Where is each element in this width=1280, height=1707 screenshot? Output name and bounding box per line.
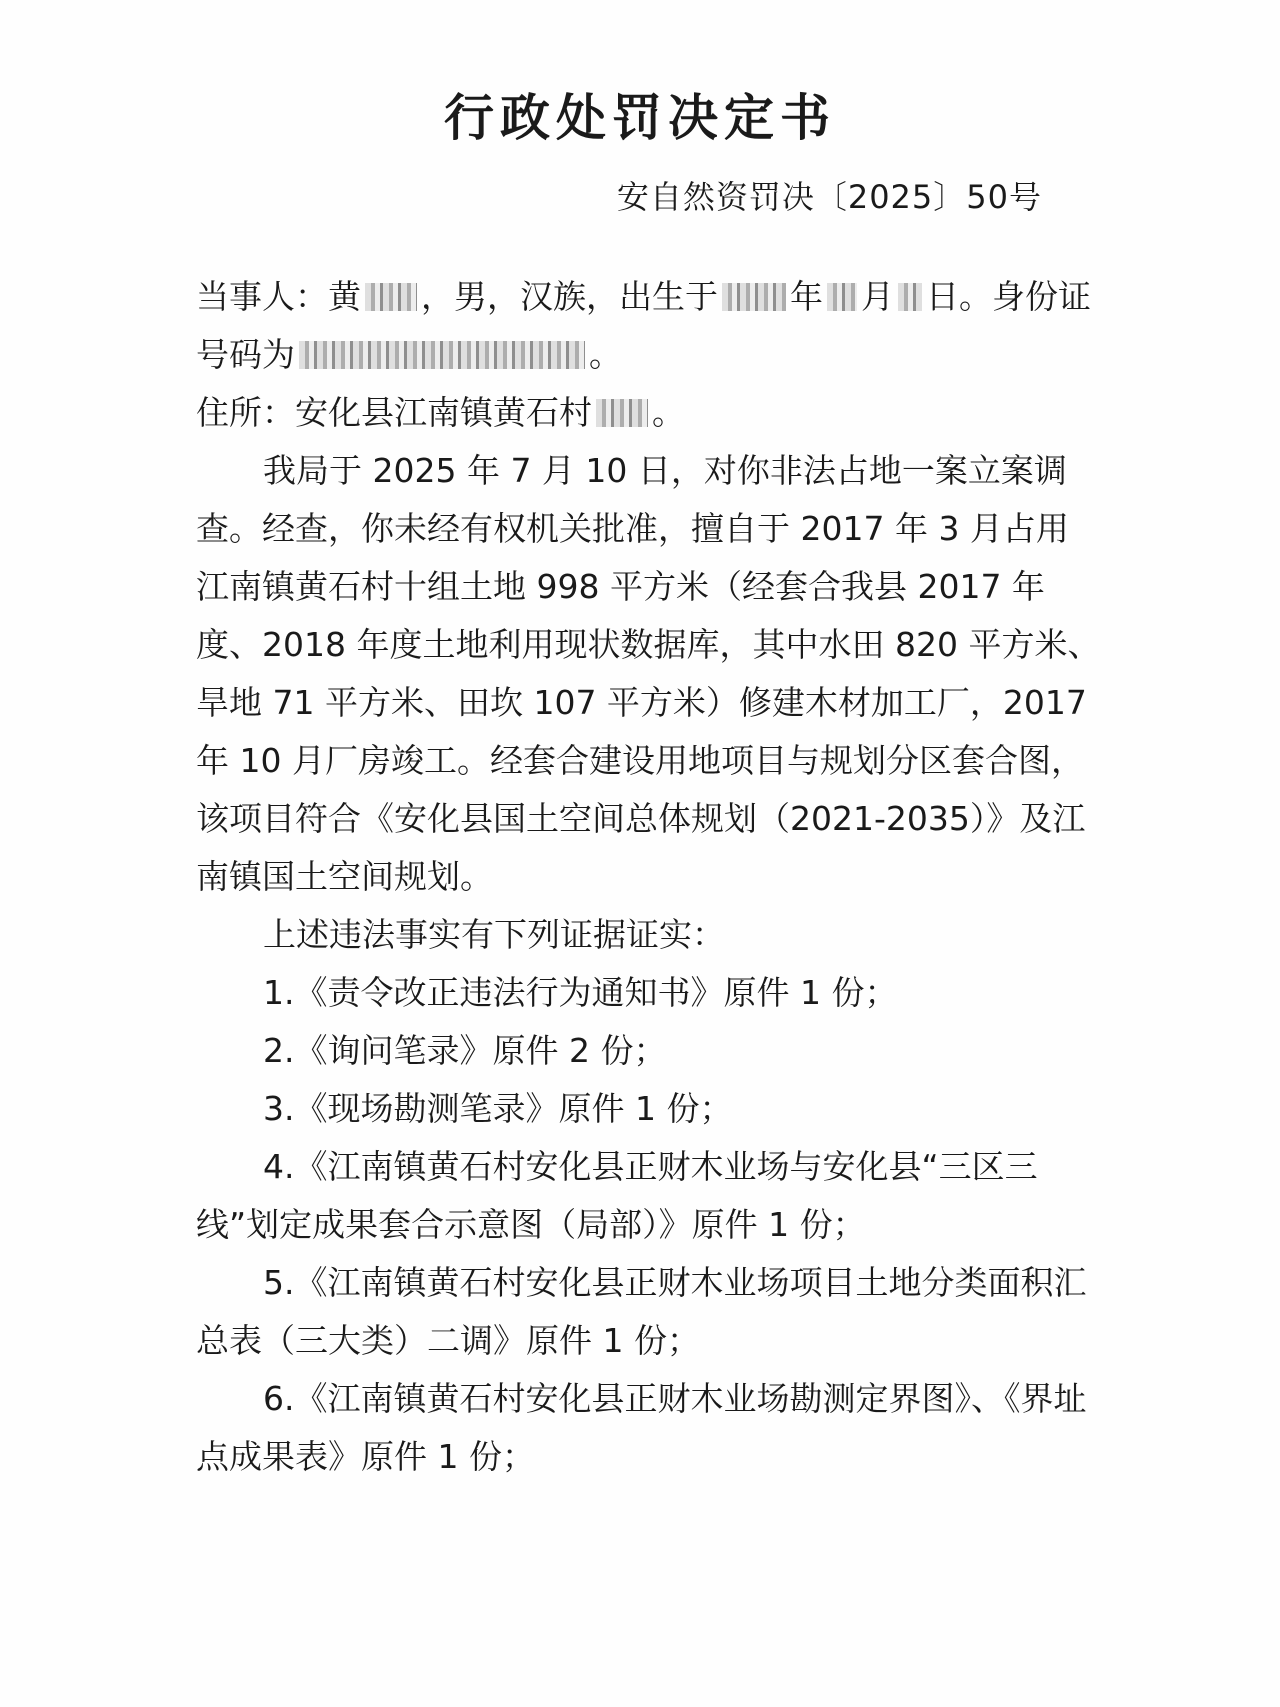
redacted-house-number	[596, 399, 648, 427]
evidence-item-4: 4.《江南镇黄石村安化县正财木业场与安化县“三区三线”划定成果套合示意图（局部）》原件 1 份；	[196, 1147, 1038, 1244]
document-body	[196, 268, 1101, 1486]
party-gender-ethnicity: ，男，汉族，出生于	[421, 277, 718, 316]
redacted-id-number	[299, 341, 585, 369]
evidence-item-3: 3.《现场勘测笔录》原件 1 份；	[263, 1089, 733, 1128]
party-label: 当事人：	[196, 277, 328, 316]
address-text: 住所：安化县江南镇黄石村	[196, 393, 592, 432]
party-year-suffix: 年	[790, 277, 823, 316]
party-day-suffix: 日。身份证号码为	[196, 277, 1091, 374]
evidence-item-6: 6.《江南镇黄石村安化县正财木业场勘测定界图》、《界址点成果表》原件 1 份；	[196, 1379, 1087, 1476]
document-title: 行政处罚决定书	[444, 88, 836, 147]
party-end: 。	[589, 335, 622, 374]
evidence-item-2: 2.《询问笔录》原件 2 份；	[263, 1031, 667, 1070]
redacted-birth-year	[722, 283, 786, 311]
evidence-intro: 上述违法事实有下列证据证实：	[263, 915, 725, 954]
redacted-name	[365, 283, 417, 311]
redacted-birth-month	[827, 283, 857, 311]
party-surname: 黄	[328, 277, 361, 316]
address-end: 。	[652, 393, 685, 432]
address-line	[196, 384, 1101, 442]
evidence-item-1: 1.《责令改正违法行为通知书》原件 1 份；	[263, 973, 898, 1012]
party-month-suffix: 月	[861, 277, 894, 316]
fact-paragraph: 我局于 2025 年 7 月 10 日，对你非法占地一案立案调查。经查，你未经有权机关批准，擅自于 2017 年 3 月占用江南镇黄石村十组土地 998 平方米（经套合我县 2017 年度、2018 年度土地利用现状数据库，其中水田 820 平方米、旱地 71 平方米、田坎 107 平方米）修建木材加工厂，2017 年 10 月厂房竣工。经套合建设用地项目与规划分区套合图，该项目符合《安化县国土空间总体规划（2021-2035）》及江南镇国土空间规划。	[196, 451, 1101, 896]
redacted-birth-day	[898, 283, 922, 311]
party-info	[196, 268, 1101, 384]
document-number: 安自然资罚决〔2025〕50号	[616, 178, 1042, 216]
evidence-item-5: 5.《江南镇黄石村安化县正财木业场项目土地分类面积汇总表（三大类）二调》原件 1 份；	[196, 1263, 1087, 1360]
